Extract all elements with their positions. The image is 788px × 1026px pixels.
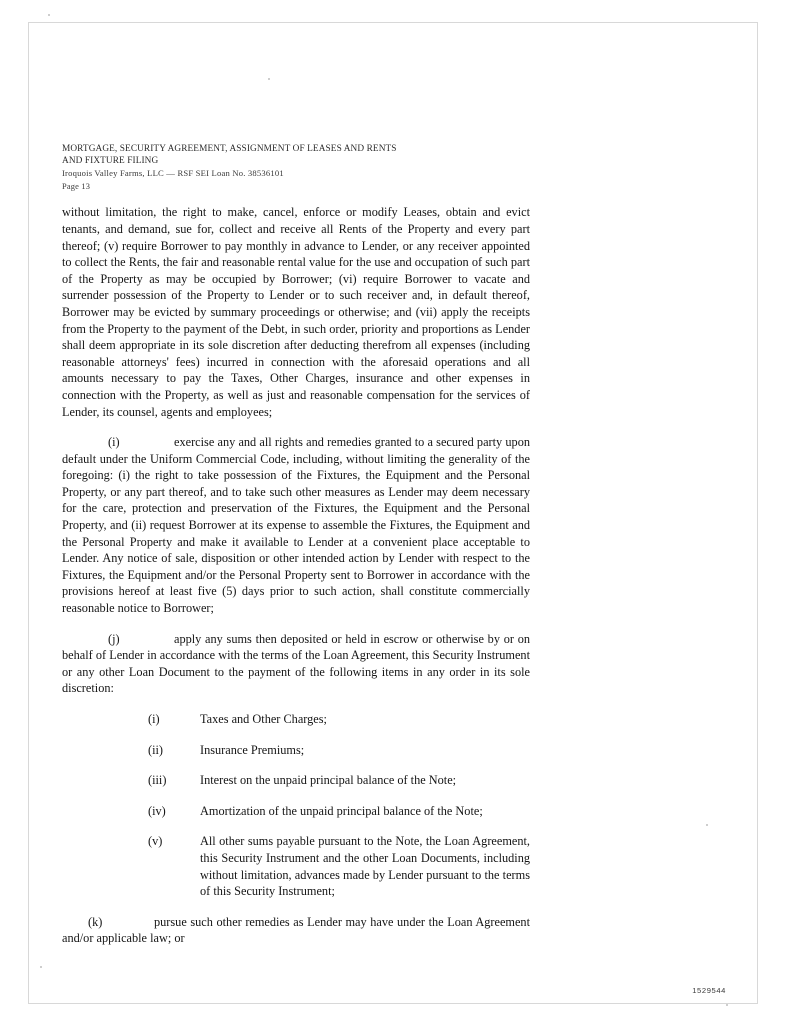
item-j-text: apply any sums then deposited or held in escrow or otherwise by or on behalf of Lender in accordance with the terms of the Loan Agreement, this Security Instrument or any other Loan Document to the payment of the following items in any order in its sole discretion: (62, 631, 530, 696)
list-item (62, 833, 530, 899)
scan-speck (48, 14, 50, 16)
sub-item-marker: (i) (148, 712, 160, 726)
header-page-number: Page 13 (62, 181, 91, 191)
sub-item-list (62, 711, 530, 900)
item-j-marker: (j) (108, 631, 120, 646)
sub-item-marker: (v) (148, 834, 163, 849)
item-i-marker: (i) (108, 435, 120, 450)
list-item (62, 711, 530, 728)
sub-item-text: Amortization of the unpaid principal balance of the Note; (200, 803, 483, 818)
scan-speck (706, 824, 708, 826)
header-loan-reference: Iroquois Valley Farms, LLC — RSF SEI Loan No. 38536101 (62, 168, 284, 179)
item-i-text: exercise any and all rights and remedies granted to a secured party upon default under the Uniform Commercial Code, including, without limiting the generality of the foregoing: (i) the right to take possession of the Fixtures, the Equipment and the Personal Property, or any part thereof, and to take such other measures as Lender may deem necessary for the care, protection and preservation of the Fixtures, the Equipment and the Personal Property, and (ii) request Borrower at its expense to assemble the Fixtures, the Equipment and the Personal Property and make it available to Lender at a convenient place acceptable to Lender. Any notice of sale, disposition or other intended action by Lender with respect to the Fixtures, the Equipment and/or the Personal Property sent to Borrower in accordance with the provisions hereof at least five (5) days prior to such action, shall constitute commercially reasonable notice to Borrower; (62, 435, 530, 616)
scan-speck (40, 966, 42, 968)
document-header (62, 144, 530, 192)
sub-item-marker: (ii) (148, 742, 164, 757)
item-k-text: pursue such other remedies as Lender may have under the Loan Agreement and/or applicable law; or (62, 914, 530, 946)
sub-item-text: Interest on the unpaid principal balance of the Note; (200, 773, 457, 788)
paragraph-item-j (62, 631, 530, 697)
list-item (62, 772, 530, 789)
paragraph-item-k (62, 914, 530, 947)
sub-item-marker: (iii) (148, 773, 167, 788)
sub-item-text: All other sums payable pursuant to the Note, the Loan Agreement, this Security Instrument and the other Loan Documents, including without limitation, advances made by Lender pursuant to the terms of this Security Instrument; (200, 834, 530, 899)
document-footer-number: 1529544 (692, 986, 726, 995)
document-body (62, 144, 530, 961)
paragraph-continuation: without limitation, the right to make, cancel, enforce or modify Leases, obtain and evict tenants, and demand, sue for, collect and receive all Rents of the Property and every part thereof; (v) require Borrower to pay monthly in advance to Lender, or any receiver appointed to collect the Rents, the fair and reasonable rental value for the use and occupation of such part of the Property as may be occupied by Borrower; (vi) require Borrower to vacate and surrender possession of the Property to Lender or to such receiver and, in default thereof, Borrower may be evicted by summary proceedings or otherwise; and (vii) apply the receipts from the Property to the payment of the Debt, in such order, priority and proportions as Lender shall deem appropriate in its sole discretion after deducting therefrom all expenses (including reasonable attorneys' fees) incurred in connection with the aforesaid operations and all amounts necessary to pay the Taxes, Other Charges, insurance and other expenses in connection with the Property, as well as just and reasonable compensation for the services of Lender, its counsel, agents and employees; (62, 205, 530, 419)
list-item (62, 803, 530, 820)
list-item (62, 742, 530, 759)
scan-speck (726, 1004, 728, 1006)
header-title-line-1: MORTGAGE, SECURITY AGREEMENT, ASSIGNMENT OF LEASES AND RENTS (62, 144, 397, 154)
paragraph-item-i (62, 434, 530, 617)
sub-item-text: Taxes and Other Charges; (200, 712, 327, 726)
scan-speck (268, 78, 270, 80)
item-k-marker: (k) (88, 914, 103, 929)
header-title-line-2: AND FIXTURE FILING (62, 155, 159, 166)
sub-item-text: Insurance Premiums; (200, 742, 305, 757)
sub-item-marker: (iv) (148, 803, 166, 818)
document-content (62, 204, 530, 947)
